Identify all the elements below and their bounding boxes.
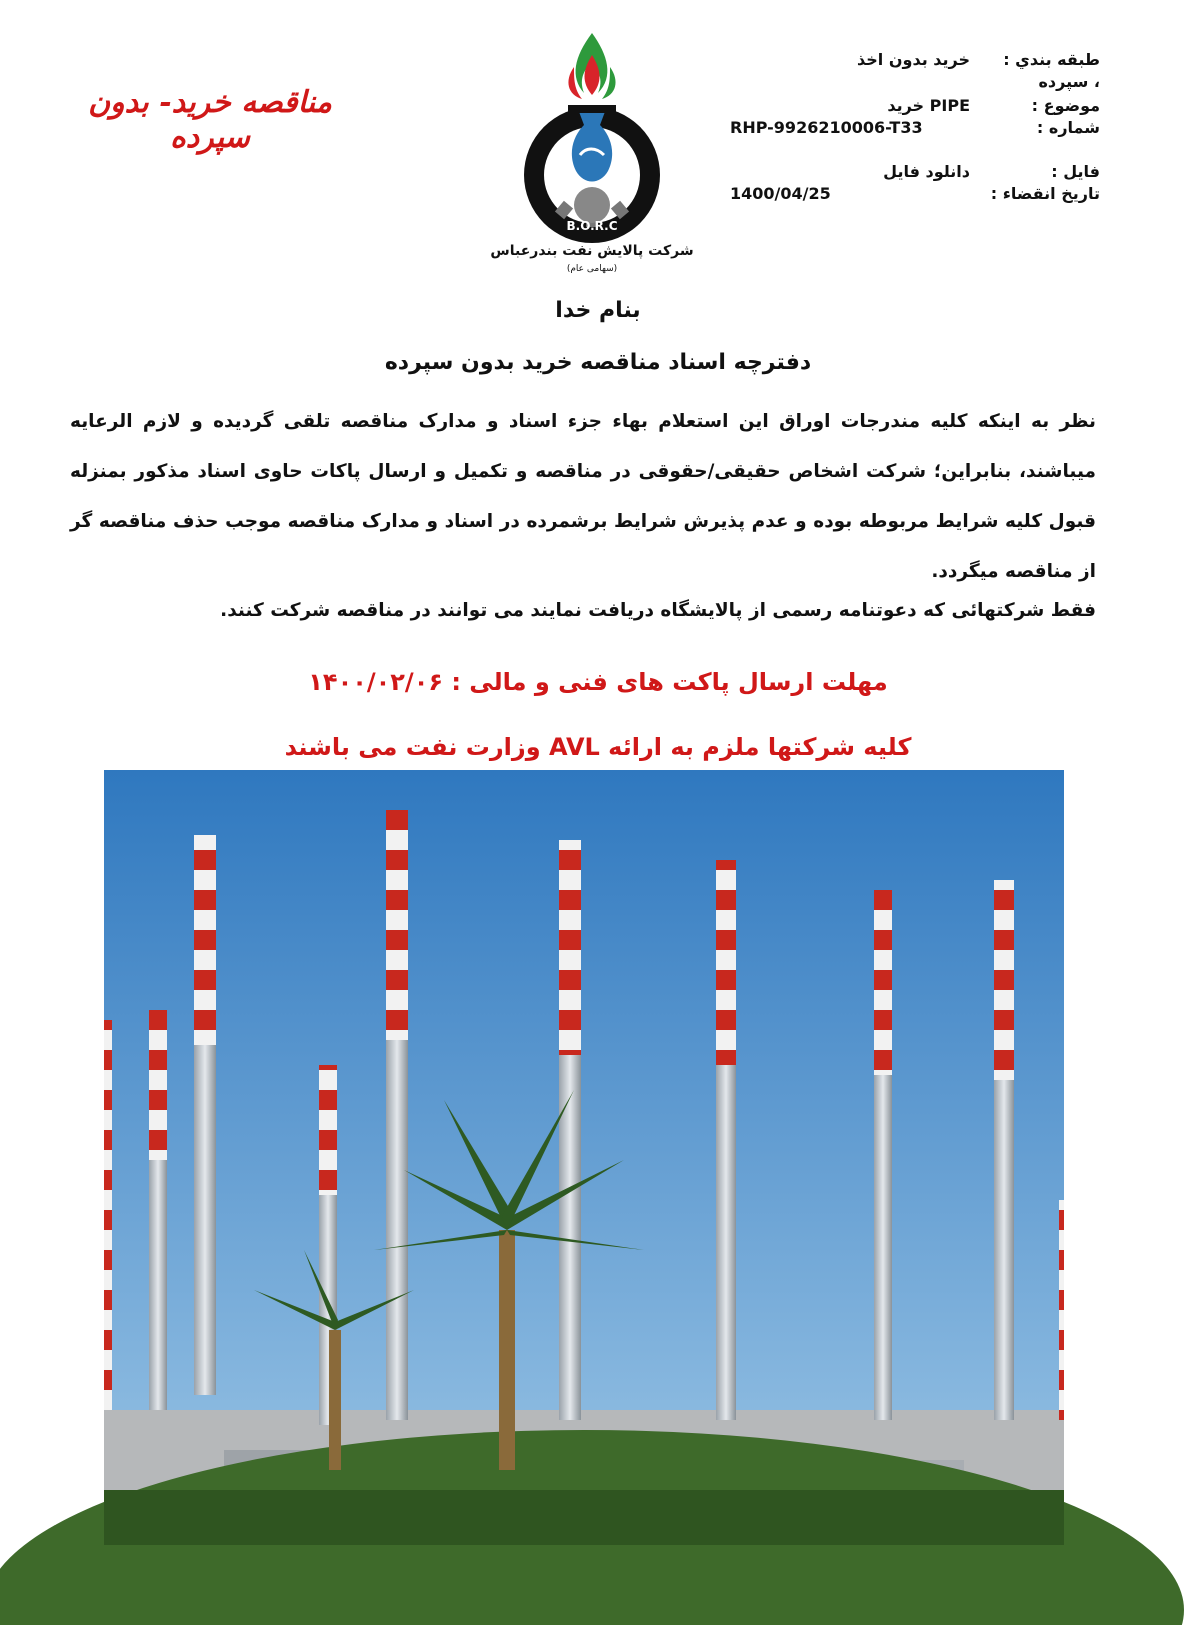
meta-value: 1400/04/25	[730, 184, 831, 203]
logo-abbr: B.O.R.C	[566, 219, 618, 233]
page-title: بنام خدا	[555, 298, 641, 323]
handwritten-title: مناقصه خرید- بدون سپرده	[88, 85, 332, 155]
invitation-note: فقط شرکتهائی که دعوتنامه رسمی از پالایشگاه دریافت نمایند می توانند در مناقصه شرکت کنند.	[220, 600, 1096, 621]
meta-label: ، سپرده	[1038, 72, 1100, 91]
download-file-link[interactable]: دانلود فايل	[883, 162, 970, 181]
logo-company-type: (سهامی عام)	[566, 264, 618, 274]
meta-value: RHP-9926210006-T33	[730, 118, 923, 137]
refinery-chimneys-photo	[104, 770, 1064, 1545]
meta-label: تاريخ انقضاء :	[990, 184, 1100, 203]
meta-value: PIPE خريد	[887, 96, 970, 115]
terms-paragraph: نظر به اینکه کلیه مندرجات اوراق این استعلام بهاء جزء اسناد و مدارک مناقصه تلقی گردیده و لازم الرعایه میباشند، بنابراین؛ شرکت اشخاص حقیقی/حقوقی در مناقصه و تکمیل و ارسال پاکات حاوی اسناد مذکور بمنزله قبول کلیه شرایط مربوطه بوده و عدم پذیرش شرایط برشمرده در اسناد و مدارک مناقصه موجب حذف مناقصه گر از مناقصه میگردد.	[70, 411, 1096, 582]
avl-notice: کلیه شرکتها ملزم به ارائه AVL وزارت نفت می باشند	[284, 733, 912, 761]
logo-company-name: شرکت پالایش نفت بندرعباس	[490, 243, 694, 259]
flame-drop-gear-icon	[524, 33, 660, 243]
document-title: دفترچه اسناد مناقصه خرید بدون سپرده	[384, 350, 812, 375]
meta-label: فايل :	[1051, 162, 1100, 181]
meta-label: شماره :	[1036, 118, 1100, 137]
deadline-notice: مهلت ارسال پاکت های فنی و مالی : ۱۴۰۰/۰۲/۰۶	[308, 668, 888, 696]
company-logo	[490, 25, 694, 275]
meta-value: خريد بدون اخذ	[857, 50, 970, 69]
meta-label: موضوع :	[1031, 96, 1100, 115]
meta-label: طبقه بندي :	[1003, 50, 1100, 69]
